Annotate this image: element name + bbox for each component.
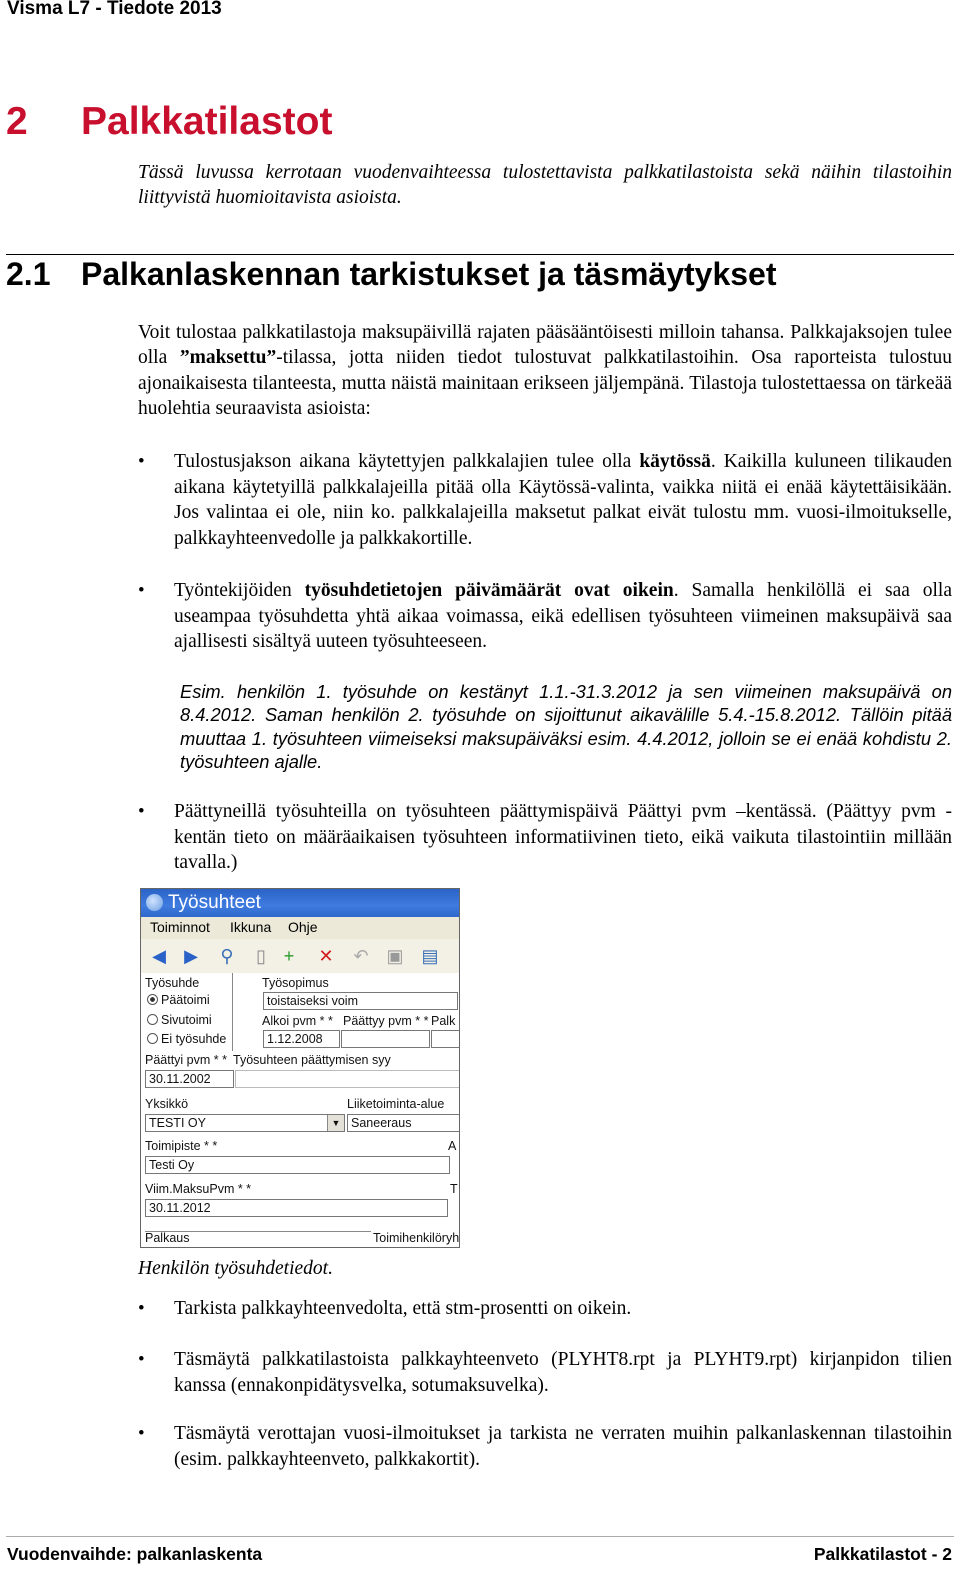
bullet-item-kaytossa: Tulostusjakson aikana käytettyjen palkkalajien tulee olla käytössä. Kaikilla kuluneen tilikauden aikana käytetyillä palkkalajeilla pitää olla Käytössä-valinta, vaikka niitä ei enää käytettäisikään. Jos valintaa ei ole, niin ko. palkkalajeilla maksetut palkat eivät tulostu mm. vuosi-ilmoitukselle, palkkayhteenvedolle ja palkkakortille. <box>174 451 952 550</box>
section-title: Palkanlaskennan tarkistukset ja täsmäytykset <box>81 256 777 292</box>
window-titlebar <box>141 889 459 917</box>
radio-sivutoimi[interactable]: Sivutoimi <box>147 1013 212 1027</box>
menu-bar <box>141 917 459 939</box>
paattymisen-syy-label: Työsuhteen päättymisen syy <box>233 1053 391 1067</box>
arrow-right-icon[interactable]: ▶ <box>184 946 198 966</box>
bullet-dot: • <box>138 451 145 472</box>
viim-cut-label: T <box>450 1182 458 1196</box>
arrow-left-icon[interactable]: ◀ <box>152 946 166 966</box>
new-document-icon[interactable]: ▯ <box>256 946 266 966</box>
footer-left: Vuodenvaihde: palkanlaskenta <box>7 1544 263 1564</box>
section-paragraph: Voit tulostaa palkkatilastoja maksupäivillä rajaten pääsääntöisesti milloin tahansa. Palkkajaksojen tulee olla ”maksettu”-tilassa, jotta niiden tiedot tulostuvat palkkatilastoihin. Osa raporteista tulostuu ajonaikaisesta tilanteesta, mutta näistä mainitaan erikseen jäljempänä. Tilastoja tulostettaessa on tärkeää huolehtia seuraavista asioista: <box>138 322 952 420</box>
undo-icon[interactable]: ↶ <box>353 946 369 966</box>
alkoi-pvm-field[interactable]: 1.12.2008 <box>263 1030 340 1048</box>
toolbar <box>141 939 459 974</box>
toimihenkiloryhma-label: Toimihenkilöryh <box>373 1231 460 1245</box>
viim-maksupvm-label: Viim.MaksuPvm * * <box>145 1182 252 1196</box>
toimipiste-cut-label: A <box>448 1139 457 1153</box>
bullet-item-stm: Tarkista palkkayhteenvedolta, että stm-prosentti on oikein. <box>174 1298 632 1319</box>
paattyi-pvm-label: Päättyi pvm * * <box>145 1053 227 1067</box>
bullet-dot: • <box>138 1423 145 1444</box>
yksikko-label: Yksikkö <box>145 1097 189 1111</box>
add-icon[interactable]: + <box>283 946 295 966</box>
liiketoiminta-alue-field[interactable]: Saneeraus <box>347 1114 460 1132</box>
tyosuhde-label: Työsuhde <box>145 976 200 990</box>
footer-page: Palkkatilastot - 2 <box>813 1544 952 1564</box>
radio-selected-icon <box>147 994 158 1005</box>
menu-item-ikkuna[interactable]: Ikkuna <box>230 919 272 935</box>
bullet-dot: • <box>138 1349 145 1370</box>
radio-icon <box>147 1033 158 1044</box>
tyosuhteet-window-screenshot <box>140 888 460 1248</box>
search-icon[interactable]: ⚲ <box>220 946 234 966</box>
figure-caption: Henkilön työsuhdetiedot. <box>138 1258 333 1279</box>
alkoi-pvm-label: Alkoi pvm * * <box>262 1014 333 1028</box>
bullet-dot: • <box>138 580 145 601</box>
window-title: Työsuhteet <box>168 892 261 913</box>
bullet-dot: • <box>138 801 145 822</box>
example-text: Esim. henkilön 1. työsuhde on kestänyt 1.1.-31.3.2012 ja sen viimeinen maksupäivä on 8.4.2012. Saman henkilön 2. työsuhde on sijoittunut aikavälille 5.4.-15.8.2012. Tällöin pitää muuttaa 1. työsuhteen viimeiseksi maksupäiväksi esim. 4.4.2012, jolloin se ei enää kohdistu 2. työsuhteen ajalle. <box>180 681 952 772</box>
yksikko-select[interactable]: TESTI OY ▼ <box>145 1114 345 1132</box>
bullet-item-vuosi-ilmoitukset: Täsmäytä verottajan vuosi-ilmoitukset ja tarkista ne verraten muihin palkanlaskennan tilastoihin (esim. palkkayhteenveto, palkkakortit). <box>174 1423 952 1470</box>
paattymisen-syy-field[interactable] <box>235 1070 460 1088</box>
chapter-title: Palkkatilastot <box>81 100 333 143</box>
window-icon[interactable]: ▤ <box>421 946 439 966</box>
chapter-intro: Tässä luvussa kerrotaan vuodenvaihteessa tulostettavista palkkatilastoista sekä näihin tilastoihin liittyvistä huomioitavista asioista. <box>138 162 952 208</box>
palk-field[interactable] <box>431 1030 460 1048</box>
app-logo-icon <box>146 894 163 911</box>
running-header: Visma L7 - Tiedote 2013 <box>7 0 222 19</box>
chapter-number: 2 <box>6 100 28 143</box>
form-area <box>141 973 459 1247</box>
palk-label: Palk <box>431 1014 456 1028</box>
tyosopimus-label: Työsopimus <box>262 976 329 990</box>
toimipiste-label: Toimipiste * * <box>145 1139 218 1153</box>
section-number: 2.1 <box>6 256 51 292</box>
paattyi-pvm-field[interactable]: 30.11.2002 <box>145 1070 234 1088</box>
chevron-down-icon[interactable]: ▼ <box>327 1115 344 1131</box>
menu-item-toiminnot[interactable]: Toiminnot <box>150 919 210 935</box>
footer-divider <box>6 1536 954 1537</box>
radio-ei-tyosuhde[interactable]: Ei työsuhde <box>147 1032 226 1046</box>
paattyy-pvm-label: Päättyy pvm * * <box>343 1014 429 1028</box>
radio-paatoimi[interactable]: Päätoimi <box>147 993 210 1007</box>
bullet-item-paivamaarat: Työntekijöiden työsuhdetietojen päivämäärät ovat oikein. Samalla henkilöllä ei saa olla useampaa työsuhdetta yhtä aikaa voimassa, eikä edellisen työsuhteen viimeinen maksupäivä saa ajallisesti sisältyä uuteen työsuhteeseen. <box>174 580 953 653</box>
bullet-item-tasmayta-kirjanpito: Täsmäytä palkkatilastoista palkkayhteenveto (PLYHT8.rpt ja PLYHT9.rpt) kirjanpidon tilien kanssa (ennakonpidätysvelka, sotumaksuvelka). <box>174 1349 952 1396</box>
bullet-dot: • <box>138 1298 145 1319</box>
paattyy-pvm-field[interactable] <box>341 1030 430 1048</box>
liiketoiminta-alue-label: Liiketoiminta-alue <box>347 1097 445 1111</box>
toimipiste-field[interactable]: Testi Oy <box>145 1156 450 1174</box>
bullet-item-paattyneet: Päättyneillä työsuhteilla on työsuhteen päättymispäivä Päättyi pvm –kentässä. (Päättyy pvm -kentän tieto on määräaikaisen työsuhteen informatiivinen tieto, eikä vaikuta tilastointiin millään tavalla.) <box>174 801 952 874</box>
save-icon[interactable]: ▣ <box>386 946 404 966</box>
radio-icon <box>147 1014 158 1025</box>
menu-item-ohje[interactable]: Ohje <box>288 919 318 935</box>
section-divider <box>6 254 954 255</box>
viim-maksupvm-field[interactable]: 30.11.2012 <box>145 1199 448 1217</box>
delete-icon[interactable]: ✕ <box>318 946 334 966</box>
tyosopimus-field[interactable]: toistaiseksi voim <box>263 992 458 1010</box>
palkaus-label: Palkaus <box>145 1231 190 1245</box>
